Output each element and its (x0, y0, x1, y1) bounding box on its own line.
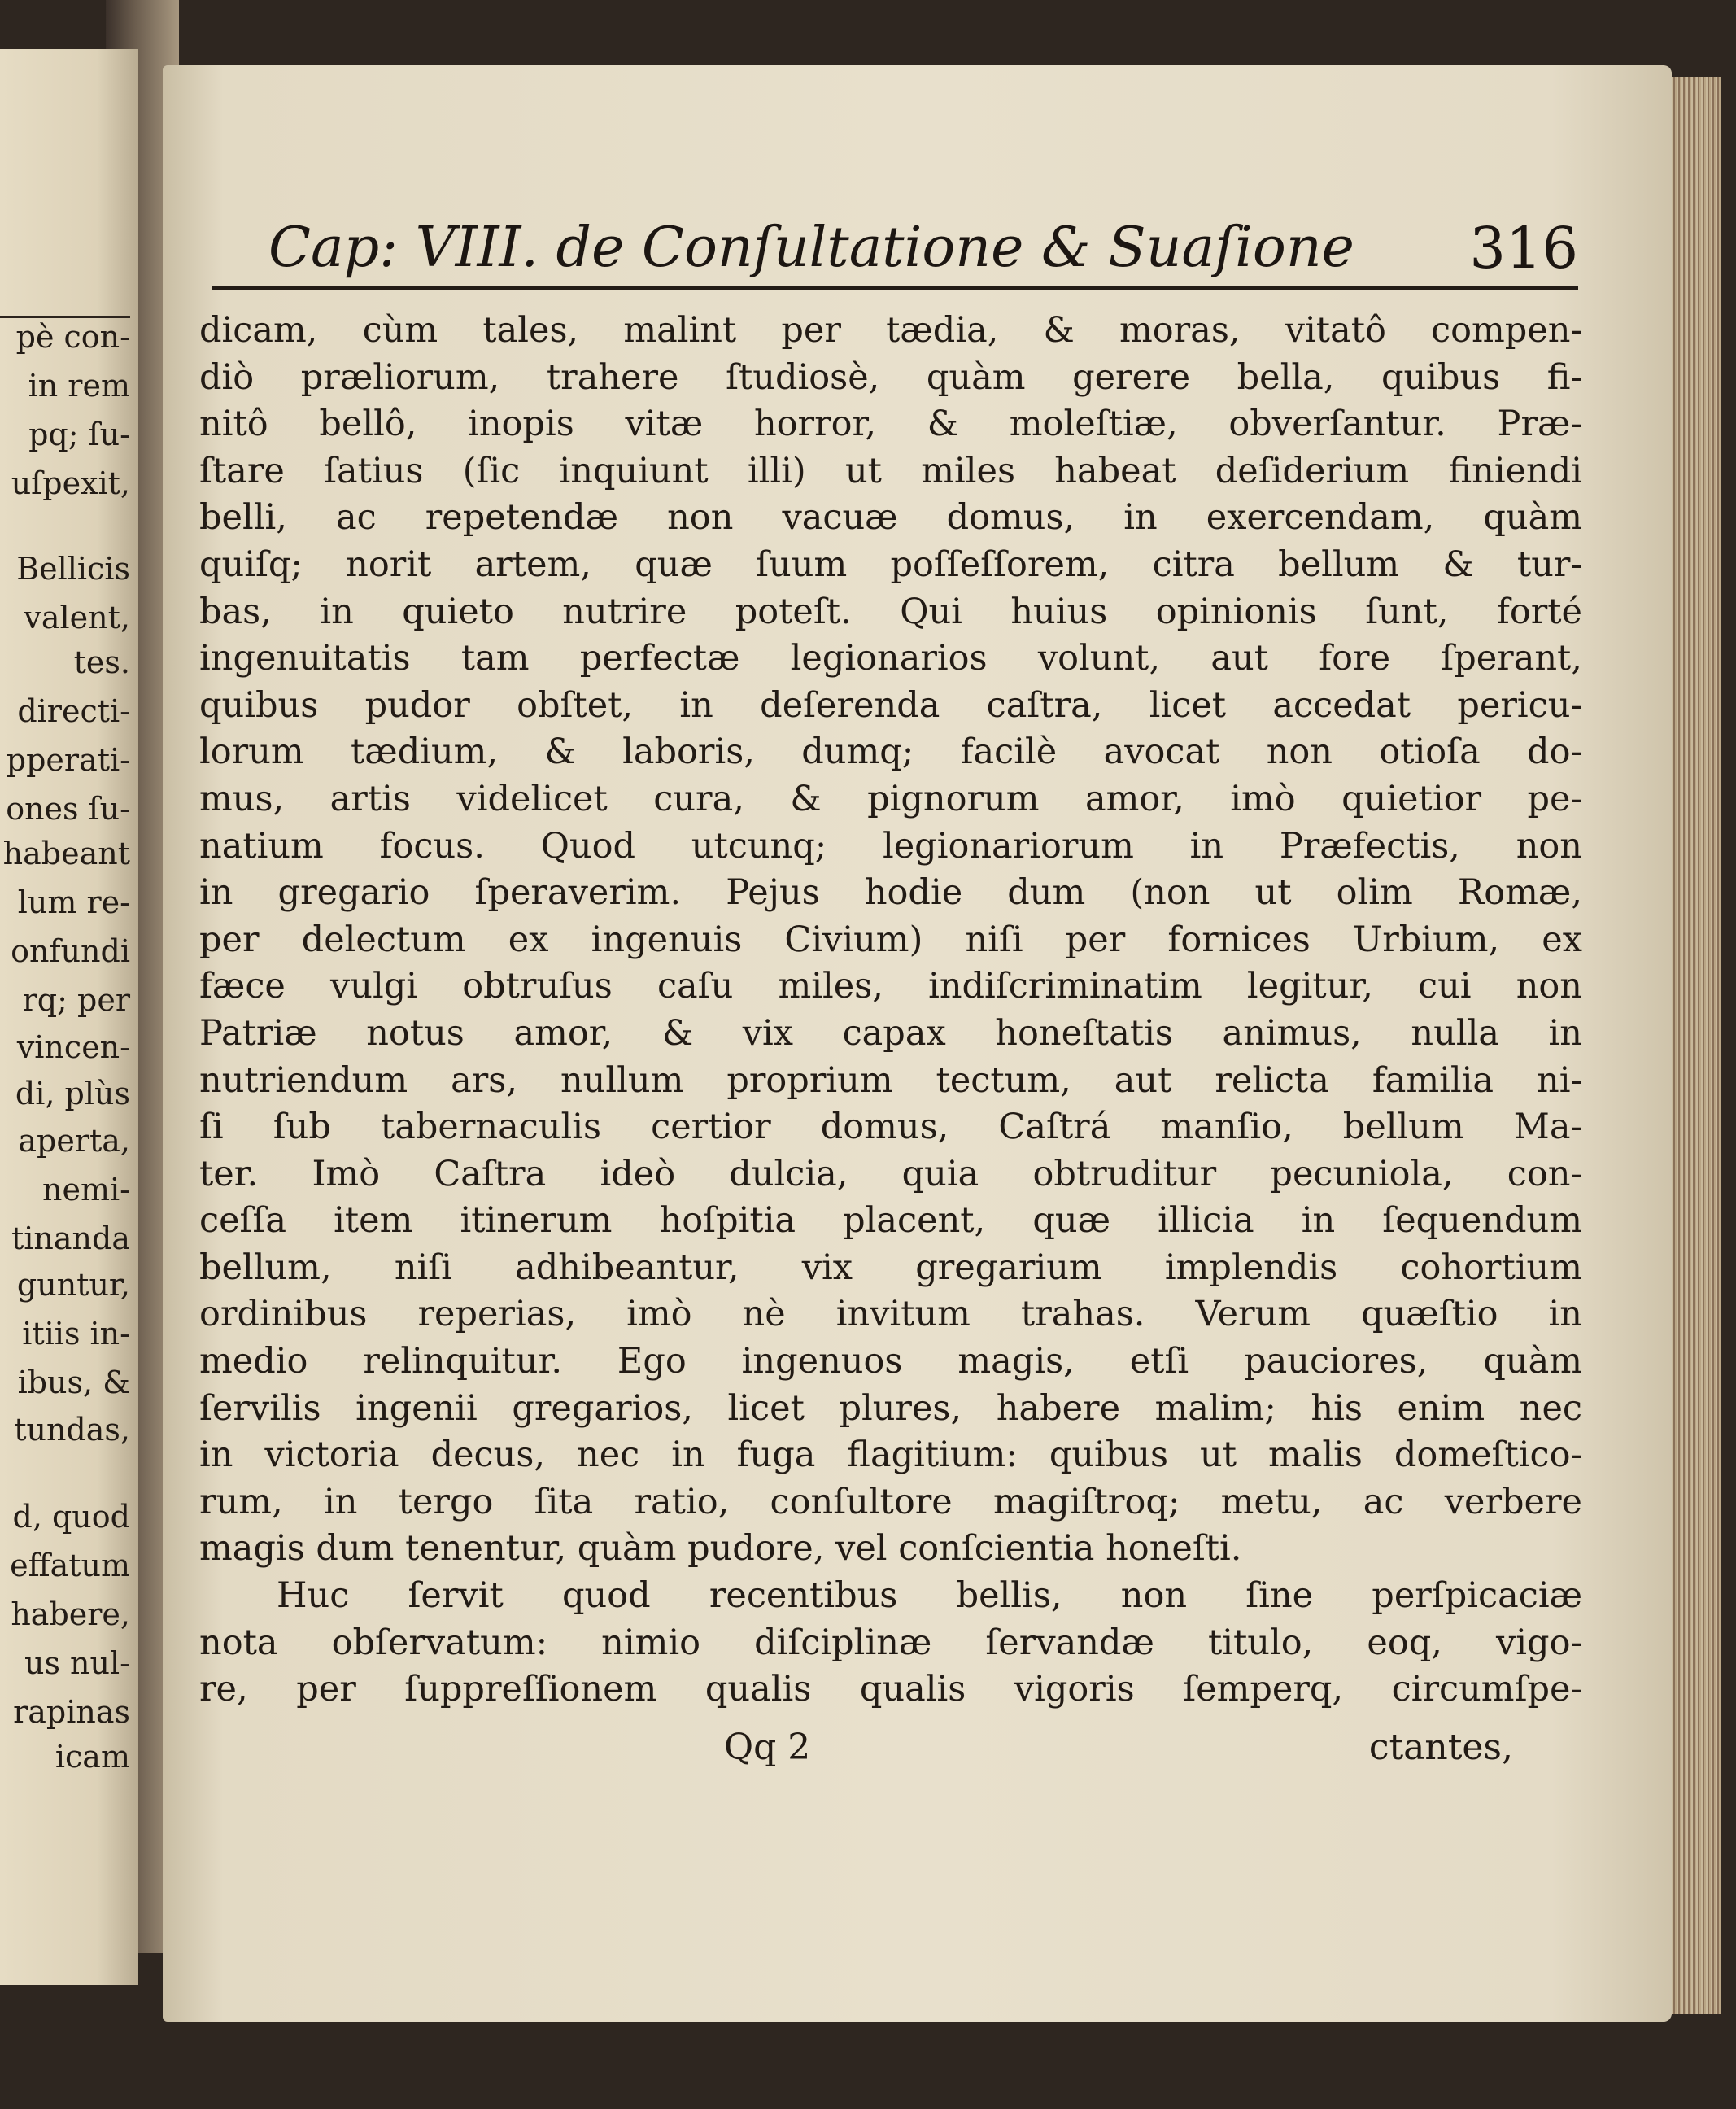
left-page-line: lum re- (17, 884, 130, 920)
body-line: quibus pudor obſtet, in deſerenda caſtra, licet accedat pericu- (199, 684, 1582, 726)
body-line: bas, in quieto nutrire poteſt. Qui huius opinionis ſunt, forté (199, 591, 1582, 632)
left-page-line: habeant (2, 836, 130, 871)
left-page-line: valent, (24, 600, 130, 635)
left-page-line: tes. (73, 644, 130, 680)
body-line: nitô bellô, inopis vitæ horror, & moleſtiæ, obverſantur. Præ- (199, 404, 1582, 445)
left-page-line: d, quod (12, 1499, 130, 1535)
left-page-line: nemi- (42, 1172, 130, 1207)
left-page-line: vincen- (16, 1029, 130, 1065)
left-page-line: guntur, (16, 1267, 130, 1303)
left-page-rule (0, 316, 130, 318)
body-line: magis dum tenentur, quàm pudore, vel conſcientia honeſti. (199, 1528, 1242, 1570)
left-page-line: icam (55, 1739, 130, 1775)
body-line: nutriendum ars, nullum proprium tectum, aut relicta familia ni- (199, 1059, 1582, 1101)
left-page-line: in rem (28, 368, 130, 404)
left-page-line: tundas, (14, 1412, 130, 1447)
left-page-line: pè con- (15, 319, 130, 355)
body-text (199, 308, 1582, 1714)
left-page-line: di, plùs (15, 1076, 130, 1111)
left-page-line: onfundi (11, 933, 130, 969)
body-line: medio relinquitur. Ego ingenuos magis, etſi pauciores, quàm (199, 1341, 1582, 1382)
body-line: lorum tædium, & laboris, dumq; facilè avocat non otioſa do- (199, 731, 1582, 773)
body-line: fæce vulgi obtruſus caſu miles, indiſcriminatim legitur, cui non (199, 966, 1582, 1007)
left-page-line: directi- (17, 693, 130, 729)
body-line: in victoria decus, nec in fuga flagitium: quibus ut malis domeſtico- (199, 1434, 1582, 1476)
body-line: in gregario ſperaverim. Pejus hodie dum (non ut olim Romæ, (199, 872, 1582, 914)
left-page-line: habere, (11, 1596, 130, 1632)
right-page (163, 65, 1672, 2022)
left-page-line: us nul- (24, 1645, 130, 1681)
left-page-line: tinanda (11, 1220, 130, 1256)
body-line: ter. Imò Caſtra ideò dulcia, quia obtruditur pecuniola, con- (199, 1153, 1582, 1194)
left-page-line: rapinas (13, 1694, 130, 1730)
left-page-line: aperta, (18, 1123, 130, 1159)
signature-mark: Qq 2 (724, 1727, 811, 1768)
left-page-line: effatum (10, 1548, 130, 1583)
body-line: ceſſa item itinerum hoſpitia placent, quæ illicia in ſequendum (199, 1200, 1582, 1242)
body-line: diò præliorum, trahere ſtudiosè, quàm gerere bella, quibus fi- (199, 356, 1582, 398)
left-page-line: uſpexit, (11, 465, 130, 501)
body-line: quiſq; norit artem, quæ ſuum poſſeſſorem, citra bellum & tur- (199, 544, 1582, 585)
body-line: Patriæ notus amor, & vix capax honeſtatis animus, nulla in (199, 1012, 1582, 1054)
page-edges (1672, 77, 1721, 2014)
body-line: ſi ſub tabernaculis certior domus, Caſtrá manſio, bellum Ma- (199, 1107, 1582, 1148)
body-line: natium focus. Quod utcunq; legionariorum in Præfectis, non (199, 825, 1582, 867)
body-line: bellum, niſi adhibeantur, vix gregarium implendis cohortium (199, 1247, 1582, 1288)
body-line: ſervilis ingenii gregarios, licet plures, habere malim; his enim nec (199, 1387, 1582, 1429)
left-page-line: itiis in- (22, 1316, 130, 1351)
body-line: re, per ſuppreſſionem qualis qualis vigoris ſemperq, circumſpe- (199, 1669, 1582, 1710)
left-page-line: Bellicis (16, 551, 130, 587)
body-line: ordinibus reperias, imò nè invitum trahas. Verum quæſtio in (199, 1294, 1582, 1335)
header-rule (212, 286, 1578, 290)
left-page-fragment (0, 49, 138, 1985)
left-page-line: ones ſu- (6, 791, 130, 827)
body-line: Huc ſervit quod recentibus bellis, non ſine perſpicaciæ (277, 1575, 1582, 1617)
page-number: 316 (1469, 215, 1578, 282)
body-line: dicam, cùm tales, malint per tædia, & moras, vitatô compen- (199, 310, 1582, 351)
body-line: rum, in tergo ſita ratio, conſultore magiſtroq; metu, ac verbere (199, 1481, 1582, 1522)
body-line: mus, artis videlicet cura, & pignorum amor, imò quietior pe- (199, 778, 1582, 819)
left-page-line: rq; per (22, 982, 130, 1018)
running-header: Cap: VIII. de Conſultatione & Suaſione (268, 216, 1354, 280)
left-page-line: ibus, & (17, 1365, 130, 1400)
body-line: per delectum ex ingenuis Civium) niſi per fornices Urbium, ex (199, 919, 1582, 960)
body-line: ſtare ſatius (ſic inquiunt illi) ut miles habeat deſiderium finiendi (199, 450, 1582, 491)
body-line: belli, ac repetendæ non vacuæ domus, in exercendam, quàm (199, 497, 1582, 539)
left-page-line: pperati- (6, 742, 130, 778)
catchword: ctantes, (1368, 1727, 1513, 1768)
body-line: ingenuitatis tam perfectæ legionarios volunt, aut fore ſperant, (199, 638, 1582, 679)
body-line: nota obſervatum: nimio diſciplinæ ſervandæ titulo, eoq, vigo- (199, 1622, 1582, 1663)
left-page-line: pq; ſu- (28, 417, 130, 452)
